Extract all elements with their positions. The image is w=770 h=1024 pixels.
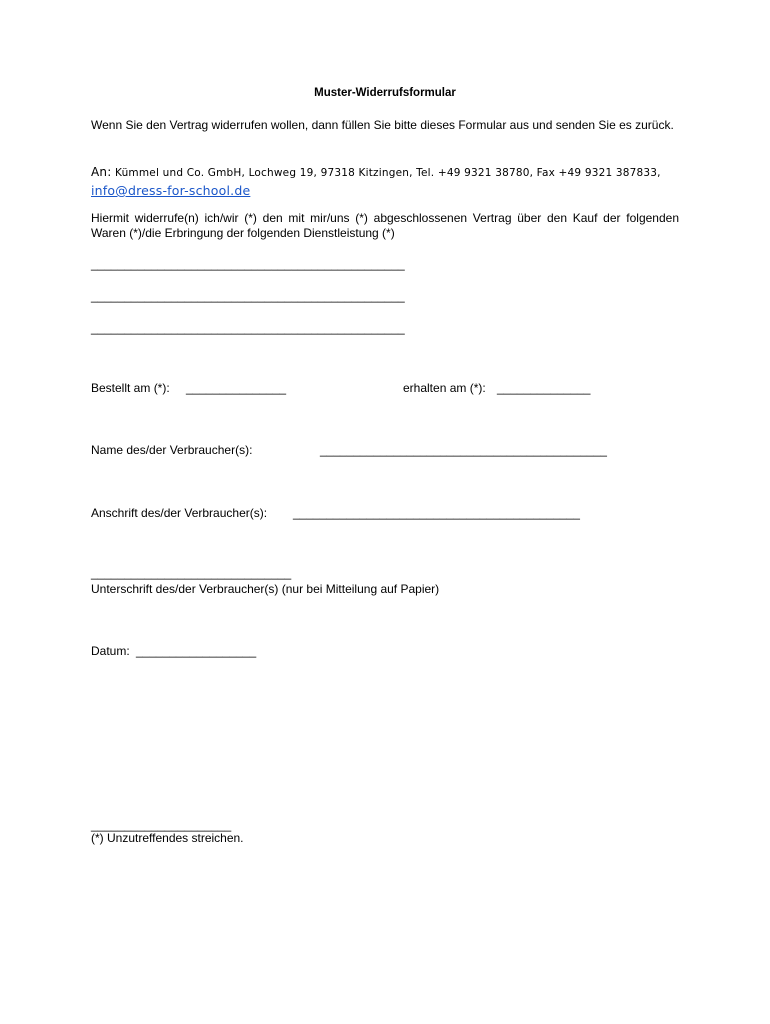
declaration-paragraph: Hiermit widerrufe(n) ich/wir (*) den mit mir/uns (*) abgeschlossenen Vertrag über den Kauf der folgenden Waren (*)/die Erbringung der folgenden Dienstleistung (*) <box>91 211 679 240</box>
signature-label: Unterschrift des/der Verbraucher(s) (nur bei Mitteilung auf Papier) <box>91 582 440 596</box>
footnote-text: (*) Unzutreffendes streichen. <box>91 831 244 845</box>
received-field[interactable]: ______________ <box>497 381 591 395</box>
email-link[interactable]: info@dress-for-school.de <box>91 183 251 198</box>
address-prefix: An: <box>91 165 112 179</box>
goods-line-2[interactable]: _______________________________________________ <box>91 289 405 303</box>
customer-address-field[interactable]: ___________________________________________ <box>293 506 580 520</box>
goods-line-3[interactable]: _______________________________________________ <box>91 321 405 335</box>
customer-address-label: Anschrift des/der Verbraucher(s): <box>91 506 268 520</box>
ordered-label: Bestellt am (*): <box>91 381 170 395</box>
ordered-field[interactable]: _______________ <box>186 381 287 395</box>
footnote-rule: _____________________ <box>91 818 232 832</box>
received-label: erhalten am (*): <box>403 381 486 395</box>
date-label: Datum: <box>91 644 130 658</box>
date-field[interactable]: __________________ <box>136 644 257 658</box>
signature-field[interactable]: ______________________________ <box>91 566 292 580</box>
intro-paragraph: Wenn Sie den Vertrag widerrufen wollen, dann füllen Sie bitte dieses Formular aus und senden Sie es zurück. <box>91 118 674 132</box>
recipient-address <box>91 163 691 201</box>
address-text: Kümmel und Co. GmbH, Lochweg 19, 97318 Kitzingen, Tel. +49 9321 38780, Fax +49 9321 387833, <box>115 167 661 179</box>
goods-line-1[interactable]: _______________________________________________ <box>91 257 405 271</box>
name-label: Name des/der Verbraucher(s): <box>91 443 253 457</box>
form-title: Muster-Widerrufsformular <box>314 87 456 99</box>
name-field[interactable]: ___________________________________________ <box>320 443 607 457</box>
